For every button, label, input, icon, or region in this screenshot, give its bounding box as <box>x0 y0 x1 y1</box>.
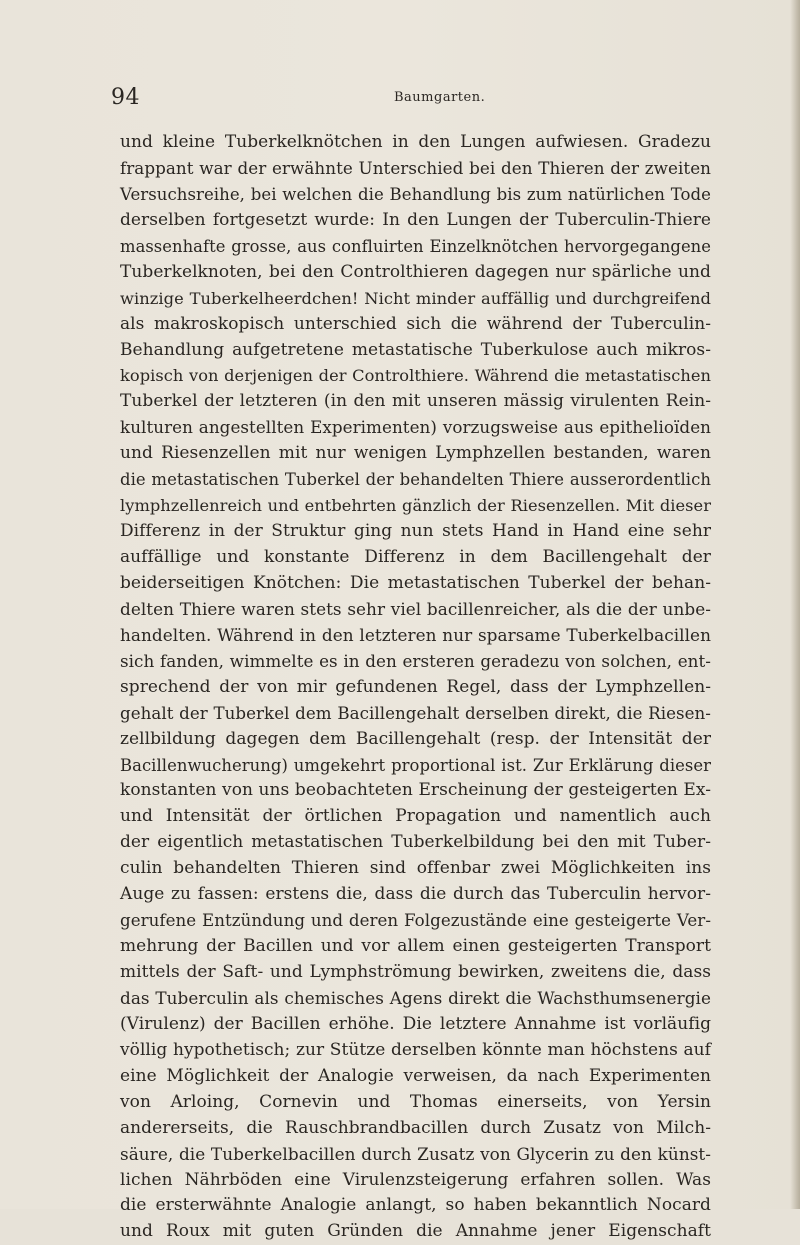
text-line: völlig hypothetisch; zur Stütze derselben könnte man höchstens auf <box>120 1039 711 1060</box>
text-line: kulturen angestellten Experimenten) vorzugsweise aus epithelioïden <box>120 417 711 438</box>
running-head: Baumgarten. <box>394 90 486 105</box>
text-line: zellbildung dagegen dem Bacillengehalt (resp. der Intensität der <box>120 728 711 749</box>
text-line: andererseits, die Rauschbrandbacillen durch Zusatz von Milch- <box>120 1117 711 1138</box>
text-line: die metastatischen Tuberkel der behandelten Thiere ausserordentlich <box>120 470 711 490</box>
text-line: eine Möglichkeit der Analogie verweisen, da nach Experimenten <box>120 1065 711 1086</box>
text-line: Auge zu fassen: erstens die, dass die durch das Tuberculin hervor- <box>120 884 711 905</box>
text-line: mehrung der Bacillen und vor allem einen gesteigerten Transport <box>120 936 711 957</box>
text-line: sich fanden, wimmelte es in den ersteren geradezu von solchen, ent- <box>120 650 711 671</box>
text-line: culin behandelten Thieren sind offenbar zwei Möglichkeiten ins <box>120 858 711 879</box>
text-line: Differenz in der Struktur ging nun stets Hand in Hand eine sehr <box>120 521 711 542</box>
text-line: und kleine Tuberkelknötchen in den Lungen aufwiesen. Gradezu <box>120 132 711 152</box>
text-line: von Arloing, Cornevin und Thomas einerseits, von Yersin <box>120 1091 711 1112</box>
text-line: gehalt der Tuberkel dem Bacillengehalt derselben direkt, die Riesen- <box>120 703 711 723</box>
text-line: handelten. Während in den letzteren nur sparsame Tuberkelbacillen <box>120 624 711 645</box>
text-line: Tuberkel der letzteren (in den mit unseren mässig virulenten Rein- <box>120 391 711 412</box>
text-line: kopisch von derjenigen der Controlthiere. Während die metastatischen <box>120 366 711 386</box>
text-line: massenhafte grosse, aus confluirten Einzelknötchen hervorgegangene <box>120 236 711 256</box>
page-edge-shadow <box>790 0 800 1209</box>
page-header <box>111 84 701 112</box>
text-line: derselben fortgesetzt wurde: In den Lungen der Tuberculin-Thiere <box>120 209 711 230</box>
text-line: säure, die Tuberkelbacillen durch Zusatz von Glycerin zu den künst- <box>120 1143 711 1164</box>
text-line: und Intensität der örtlichen Propagation und namentlich auch <box>120 806 711 827</box>
text-line: mittels der Saft- und Lymphströmung bewirken, zweitens die, dass <box>120 962 711 982</box>
text-line: der eigentlich metastatischen Tuberkelbildung bei den mit Tuber- <box>120 832 711 853</box>
text-line: das Tuberculin als chemisches Agens direkt die Wachsthumsenergie <box>120 987 711 1008</box>
text-line: frappant war der erwähnte Unterschied bei den Thieren der zweiten <box>120 157 711 178</box>
text-line: und Riesenzellen mit nur wenigen Lymphzellen bestanden, waren <box>120 443 711 464</box>
text-line: konstanten von uns beobachteten Erscheinung der gesteigerten Ex- <box>120 780 711 801</box>
text-line: Behandlung aufgetretene metastatische Tuberkulose auch mikros- <box>120 339 711 360</box>
text-line: beiderseitigen Knötchen: Die metastatischen Tuberkel der behan- <box>120 572 711 593</box>
text-line: lymphzellenreich und entbehrten gänzlich der Riesenzellen. Mit dieser <box>120 496 711 516</box>
text-line: Bacillenwucherung) umgekehrt proportional ist. Zur Erklärung dieser <box>120 755 711 775</box>
text-line: Tuberkelknoten, bei den Controlthieren dagegen nur spärliche und <box>120 261 711 282</box>
text-line: lichen Nährböden eine Virulenzsteigerung erfahren sollen. Was <box>120 1169 711 1190</box>
text-line: und Roux mit guten Gründen die Annahme jener Eigenschaft <box>120 1221 711 1242</box>
text-line: Versuchsreihe, bei welchen die Behandlung bis zum natürlichen Tode <box>120 184 711 204</box>
text-line: die ersterwähnte Analogie anlangt, so haben bekanntlich Nocard <box>120 1195 711 1216</box>
text-line: delten Thiere waren stets sehr viel bacillenreicher, als die der unbe- <box>120 598 711 619</box>
body-text <box>120 130 711 1245</box>
page-number: 94 <box>111 85 140 110</box>
text-line: (Virulenz) der Bacillen erhöhe. Die letztere Annahme ist vorläufig <box>120 1013 711 1034</box>
text-line: gerufene Entzündung und deren Folgezustände eine gesteigerte Ver- <box>120 911 711 931</box>
text-line: sprechend der von mir gefundenen Regel, dass der Lymphzellen- <box>120 676 711 697</box>
text-line: als makroskopisch unterschied sich die während der Tuberculin- <box>120 313 711 334</box>
text-line: winzige Tuberkelheerdchen! Nicht minder auffällig und durchgreifend <box>120 288 711 308</box>
text-line: auffällige und konstante Differenz in dem Bacillengehalt der <box>120 547 711 567</box>
